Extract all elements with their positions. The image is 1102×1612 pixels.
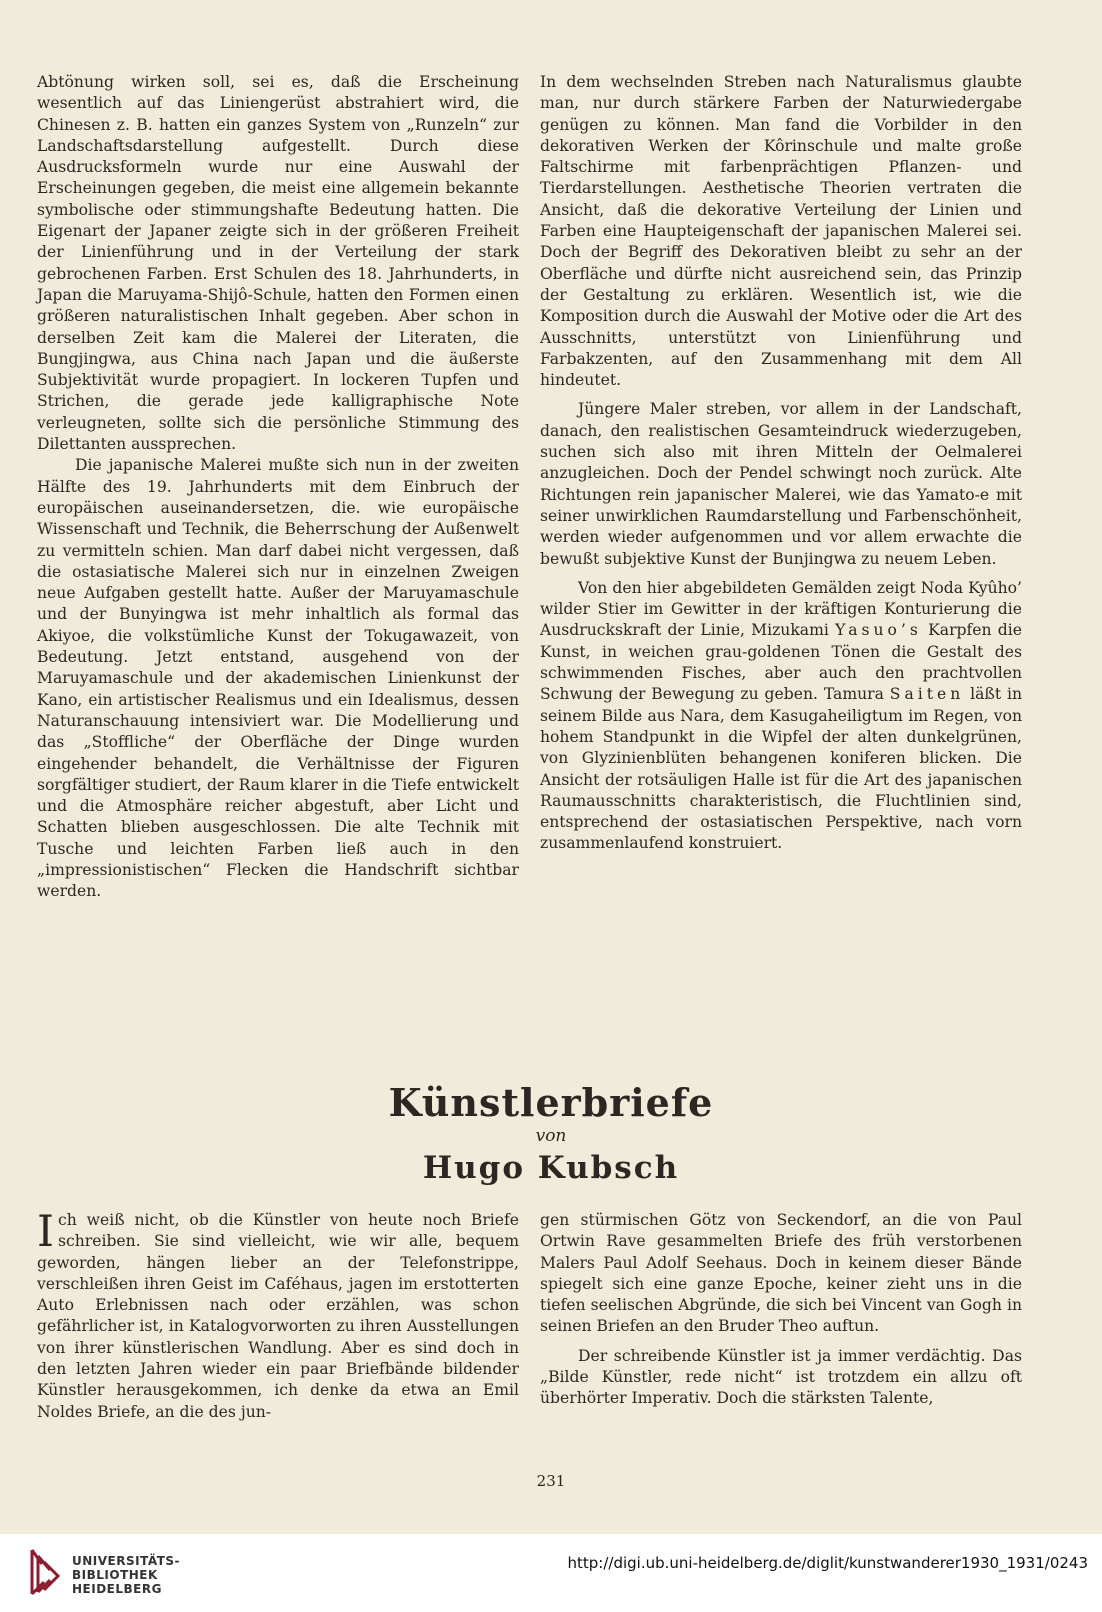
page-number: 231 (536, 1472, 566, 1490)
article-right-column (540, 72, 1022, 855)
paragraph-paintings (540, 578, 1022, 855)
library-name-line: HEIDELBERG (72, 1582, 162, 1596)
text-run: Von den hier abgebildeten Gemälden zeigt Noda Kyûho’ wilder Stier im Gewitter in der kräftigen Konturierung die Ausdruckskraft der Linie, Mizukami (540, 578, 1022, 640)
letters-right-column (540, 1210, 1022, 1410)
article-left-column (37, 72, 519, 903)
article-title: Künstlerbriefe (388, 1080, 714, 1125)
paragraph: gen stürmischen Götz von Seckendorf, an die von Paul Ortwin Rave gesammelten Briefe des früh verstorbenen Malers Paul Adolf Seehaus. Doch in keinem dieser Bände spiegelt sich eine ganze Epoche, keiner zieht uns in die tiefen seelischen Abgründe, die sich bei Vincent van Gogh in seinen Briefen an den Bruder Theo auftun. (540, 1211, 1022, 1336)
text-run: ch weiß nicht, ob die Künstler von heute noch Briefe schreiben. Sie sind vielleicht, wie wir alle, bequem geworden, hängen lieber an der Telefonstrippe, verschleißen ihren Geist im Caféhaus, jagen im erstotterten Auto Erlebnissen nach oder erzählen, was schon gefährlicher ist, in Katalogvorworten zu ihren Ausstellungen von ihrer künstlerischen Wandlung. Aber es sind doch in den letzten Jahren wieder ein paar Briefbände bildender Künstler herausgekommen, ich denke da etwa an Emil Noldes Briefe, an die des jun- (37, 1211, 519, 1421)
text-run: läßt in seinem Bilde aus Nara, dem Kasugaheiligtum im Regen, von hohem Standpunkt in die Wipfel der alten dunkelgrünen, von Glyzinienblüten behangenen koniferen blicken. Die Ansicht der rotsäuligen Halle ist für die Art des japanischen Raumausschnitts charakteristisch, die Fluchtlinien sind, entsprechend der ostasiatischen Perspektive, nach vorn zusammenlaufend konstruiert. (540, 685, 1022, 853)
digitization-footer (0, 1534, 1102, 1612)
text-run: Karpfen die Kunst, in weichen grau-goldenen Tönen die Gestalt des schwimmenden Fisches, aber auch den prachtvollen Schwung der Bewegung zu geben. Tamura (540, 621, 1022, 704)
paragraph: Abtönung wirken soll, sei es, daß die Erscheinung wesentlich auf das Liniengerüst abstrahiert wird, die Chinesen z. B. hatten ein ganzes System von „Runzeln“ zur Landschaftsdarstellung aufgestellt. Durch diese Ausdrucksformeln wurde nur eine Auswahl der Erscheinungen gegeben, die meist eine allgemein bekannte symbolische oder stimmungshafte Bedeutung hatten. Die Eigenart der Japaner zeigte sich in der größeren Freiheit der Linienführung und in der Verteilung der stark gebrochenen Farben. Erst Schulen des 18. Jahrhunderts, in Japan die Maruyama-Shijô-Schule, hatten den Formen einen größeren naturalistischen Inhalt gegeben. Aber schon in derselben Zeit kam die Malerei der Literaten, die Bungjingwa, aus China nach Japan und die äußerste Subjektivität wurde propagiert. In lockeren Tupfen und Strichen, die gerade jede kalligraphische Note verleugneten, sollte sich die persönliche Stimmung des Dilettanten aussprechen. (37, 73, 519, 454)
artist-name: Saiten (889, 685, 965, 704)
paragraph (37, 1207, 519, 1423)
paragraph: Der schreibende Künstler ist ja immer verdächtig. Das „Bilde Künstler, rede nicht“ ist trotzdem ein allzu oft überhörter Imperativ. Doch die stärksten Talente, (540, 1346, 1022, 1408)
paragraph: Jüngere Maler streben, vor allem in der Landschaft, danach, den realistischen Gesamteindruck wiederzugeben, suchen sich also mit ihren Mitteln der Oelmalerei anzugleichen. Doch der Pendel schwingt noch zurück. Alte Richtungen rein japanischer Malerei, wie das Yamato-e mit seiner unwirklichen Raumdarstellung und Farbenschönheit, werden wieder aufgenommen und vor allem erwachte die bewußt subjektive Kunst der Bunjingwa zu neuem Leben. (540, 400, 1022, 568)
artist-name: Yasuo’s (835, 621, 922, 640)
library-name (72, 1554, 180, 1596)
library-name-line: UNIVERSITÄTS- (72, 1554, 181, 1568)
paragraph: Die japanische Malerei mußte sich nun in der zweiten Hälfte des 19. Jahrhunderts mit dem Einbruch der europäischen auseinandersetzen, die. wie europäische Wissenschaft und Technik, die Beherrschung der Außenwelt zu vermitteln schien. Man darf dabei nicht vergessen, daß die ostasiatische Malerei sich nur in einzelnen Zweigen neue Aufgaben gestellt hatte. Außer der Maruyamaschule und der Bunyingwa ist mehr inhaltlich als formal das Akiyoe, die volkstümliche Kunst der Tokugawazeit, von Bedeutung. Jetzt entstand, ausgehend von der Maruyamaschule und der akademischen Linienkunst der Kano, ein artistischer Realismus und ein Idealismus, dessen Naturanschauung intensiviert war. Die Modellierung und das „Stoffliche“ der Oberfläche der Dinge wurden eingehender behandelt, die Verhältnisse der Figuren sorgfältiger studiert, der Raum klarer in die Tiefe entwickelt und die Atmosphäre reicher abgestuft, aber Licht und Schatten blieben ausgeschlossen. Die alte Technik mit Tusche und leichten Farben ließ auch in den „impressionistischen“ Flecken die Handschrift sichtbar werden. (37, 456, 519, 901)
drop-cap: I (37, 1207, 54, 1257)
byline-von: von (535, 1126, 567, 1146)
library-name-line: BIBLIOTHEK (72, 1568, 158, 1582)
article-author: Hugo Kubsch (422, 1150, 680, 1186)
letters-left-column (37, 1207, 519, 1423)
paragraph: In dem wechselnden Streben nach Naturalismus glaubte man, nur durch stärkere Farben der Naturwiedergabe genügen zu können. Man fand die Vorbilder in den dekorativen Werken der Kôrinschule und malte große Faltschirme mit farbenprächtigen Pflanzen- und Tierdarstellungen. Aesthetische Theorien vertraten die Ansicht, daß die dekorative Verteilung der Linien und Farben eine Haupteigenschaft der japanischen Malerei sei. Doch der Begriff des Dekorativen bleibt zu sehr an der Oberfläche und dürfte nicht ausreichend sein, das Prinzip der Gestaltung zu erklären. Wesentlich ist, wie die Komposition durch die Auswahl der Motive oder die Art des Ausschnitts, unterstützt von Linienführung und Farbakzenten, auf den Zusammenhang mit dem All hindeutet. (540, 73, 1022, 390)
source-url-link[interactable]: http://digi.ub.uni-heidelberg.de/diglit/kunstwanderer1930_1931/0243 (567, 1554, 1088, 1572)
library-logo-icon (30, 1548, 62, 1598)
